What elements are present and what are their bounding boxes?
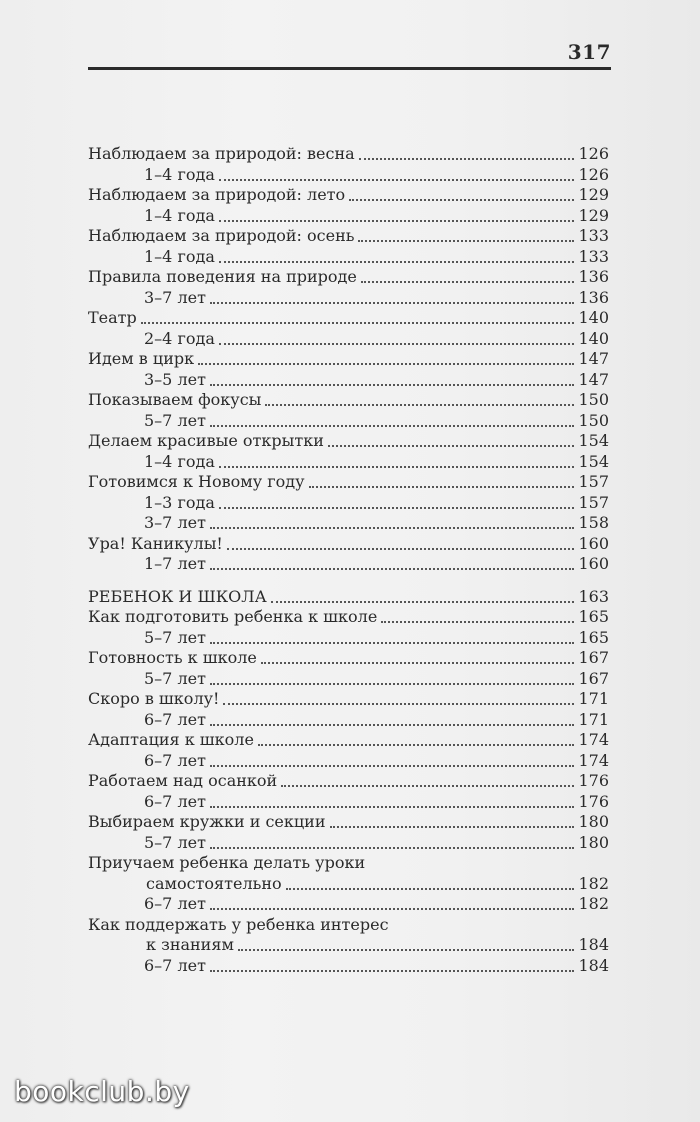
toc-entry (88, 431, 609, 452)
toc-entry (88, 607, 609, 628)
toc-subentry (88, 411, 609, 432)
toc-leader-dots (219, 179, 575, 181)
toc-section-heading (88, 587, 609, 608)
toc-entry (88, 648, 609, 669)
toc-entry-title: Наблюдаем за природой: лето (88, 185, 346, 204)
toc-page-number: 136 (578, 287, 609, 307)
toc-subentry (88, 554, 609, 575)
watermark-logo: bookclub.by (14, 1075, 190, 1108)
table-of-contents (88, 144, 609, 976)
toc-leader-dots (210, 806, 575, 808)
toc-page-number: 147 (578, 349, 609, 368)
toc-entry-title: 6–7 лет (144, 709, 206, 729)
toc-page-number: 176 (578, 791, 609, 811)
toc-entry-title: Скоро в школу! (88, 689, 220, 708)
toc-entry-title: Наблюдаем за природой: весна (88, 144, 355, 163)
toc-page-number: 140 (578, 328, 609, 348)
toc-leader-dots (265, 404, 574, 406)
toc-leader-dots (210, 908, 575, 910)
toc-subentry (88, 452, 609, 473)
toc-entry-title: Показываем фокусы (88, 390, 262, 409)
toc-page-number: 150 (578, 410, 609, 430)
toc-leader-dots (210, 527, 575, 529)
toc-page-number: 133 (578, 226, 609, 245)
toc-leader-dots (328, 445, 575, 447)
toc-page-number: 129 (578, 205, 609, 225)
toc-leader-dots (219, 466, 575, 468)
page-number: 317 (567, 40, 611, 64)
toc-entry-title: 1–4 года (144, 451, 215, 471)
toc-leader-dots (210, 425, 575, 427)
toc-entry (88, 730, 609, 751)
toc-subentry (88, 956, 609, 977)
toc-entry (88, 390, 609, 411)
toc-page-number: 158 (578, 513, 609, 532)
toc-subentry (88, 751, 609, 772)
toc-entry-title: 6–7 лет (144, 955, 206, 975)
toc-page-number: 165 (578, 627, 609, 647)
toc-entry (88, 812, 609, 833)
toc-entry-title: 1–3 года (144, 492, 215, 512)
toc-page-number: 182 (578, 873, 609, 893)
toc-leader-dots (359, 158, 575, 160)
toc-page-number: 171 (578, 689, 609, 708)
toc-page-number: 160 (578, 533, 609, 553)
toc-subentry (88, 669, 609, 690)
toc-entry-title: 1–4 года (144, 246, 215, 266)
toc-leader-dots (219, 507, 575, 509)
toc-leader-dots (261, 662, 575, 664)
section-gap (88, 575, 609, 587)
toc-page-number: 126 (578, 164, 609, 184)
toc-entry-title: Работаем над осанкой (88, 771, 278, 790)
toc-entry (88, 534, 609, 555)
toc-subentry (88, 288, 609, 309)
toc-leader-dots (258, 744, 575, 746)
toc-page-number: 174 (578, 730, 609, 749)
toc-subentry (88, 628, 609, 649)
toc-leader-dots (210, 765, 575, 767)
toc-leader-dots (309, 486, 575, 488)
toc-entry (88, 144, 609, 165)
toc-subentry (88, 165, 609, 186)
toc-leader-dots (271, 601, 575, 603)
toc-page-number: 184 (578, 955, 609, 975)
toc-section-title: РЕБЕНОК И ШКОЛА (88, 586, 267, 606)
toc-entry (88, 185, 609, 206)
toc-subentry (88, 513, 609, 534)
toc-leader-dots (210, 683, 575, 685)
toc-part-1 (88, 144, 609, 575)
toc-leader-dots (210, 847, 575, 849)
toc-leader-dots (210, 302, 575, 304)
toc-leader-dots (281, 785, 574, 787)
toc-entry-title: 1–4 года (144, 205, 215, 225)
toc-subentry (88, 206, 609, 227)
toc-entry (88, 267, 609, 288)
toc-subentry (88, 894, 609, 915)
toc-page-number: 126 (578, 144, 609, 163)
toc-page-number: 171 (578, 709, 609, 729)
toc-subentry (88, 833, 609, 854)
toc-entry-multiline-first: Как поддержать у ребенка интерес (88, 914, 389, 934)
toc-leader-dots (358, 240, 574, 242)
toc-entry-title: Выбираем кружки и секции (88, 812, 326, 831)
toc-page-number: 129 (578, 185, 609, 204)
toc-entry (88, 689, 609, 710)
toc-entry-multiline-first: Приучаем ребенка делать уроки (88, 853, 366, 872)
toc-entry (88, 771, 609, 792)
toc-page-number: 147 (578, 369, 609, 389)
toc-entry-title: 3–7 лет (144, 513, 206, 532)
toc-subentry (88, 370, 609, 391)
toc-entry (88, 226, 609, 247)
toc-entry-title: Делаем красивые открытки (88, 431, 324, 450)
toc-part-2 (88, 607, 609, 853)
toc-entry-title: Готовимся к Новому году (88, 472, 305, 491)
toc-leader-dots (286, 888, 575, 890)
toc-entry-title: 3–5 лет (144, 369, 206, 389)
toc-page-number: 167 (578, 668, 609, 688)
toc-leader-dots (210, 642, 575, 644)
toc-leader-dots (210, 568, 575, 570)
toc-subentry (88, 710, 609, 731)
header-rule (88, 67, 611, 70)
toc-entry-title: 5–7 лет (144, 832, 206, 852)
toc-page-number: 167 (578, 648, 609, 667)
toc-page-number: 133 (578, 246, 609, 266)
toc-leader-dots (330, 826, 575, 828)
toc-page-number: 150 (578, 390, 609, 409)
toc-entry-title: 5–7 лет (144, 627, 206, 647)
toc-leader-dots (238, 949, 575, 951)
toc-leader-dots (361, 281, 575, 283)
toc-entry-title: 1–7 лет (144, 554, 206, 573)
toc-page-number: 184 (578, 935, 609, 954)
toc-leader-dots (141, 322, 575, 324)
toc-page-number: 160 (578, 554, 609, 573)
toc-subentry (88, 247, 609, 268)
toc-entry-title: самостоятельно (146, 873, 282, 893)
toc-entry-title: Правила поведения на природе (88, 267, 357, 286)
toc-leader-dots (223, 703, 574, 705)
toc-leader-dots (210, 724, 575, 726)
toc-entry-title: 1–4 года (144, 164, 215, 184)
toc-page-number: 154 (578, 431, 609, 450)
toc-page-number: 182 (578, 894, 609, 913)
toc-page-number: 180 (578, 832, 609, 852)
toc-entry-title: Ура! Каникулы! (88, 533, 223, 553)
toc-page-number: 163 (578, 586, 609, 606)
toc-leader-dots (381, 621, 574, 623)
toc-entry (88, 308, 609, 329)
toc-page-number: 140 (578, 308, 609, 327)
toc-page-number: 165 (578, 607, 609, 626)
toc-entry-title: Готовность к школе (88, 648, 257, 667)
toc-entry-title: 6–7 лет (144, 750, 206, 770)
toc-subentry (88, 792, 609, 813)
toc-entry-title: Идем в цирк (88, 349, 195, 368)
toc-entry-title: 5–7 лет (144, 668, 206, 688)
toc-entry-title: Адаптация к школе (88, 730, 254, 749)
toc-page-number: 157 (578, 472, 609, 491)
toc-subentry (88, 493, 609, 514)
toc-page-number: 157 (578, 492, 609, 512)
toc-page-number: 176 (578, 771, 609, 790)
toc-entry-title: 6–7 лет (144, 791, 206, 811)
toc-entry-title: 6–7 лет (144, 894, 206, 913)
toc-subentry (88, 329, 609, 350)
toc-entry-title: Театр (88, 308, 137, 327)
toc-entry-title: к знаниям (146, 935, 234, 954)
toc-page-number: 174 (578, 750, 609, 770)
toc-entry-title: Как подготовить ребенка к школе (88, 607, 378, 626)
toc-entry (88, 349, 609, 370)
toc-leader-dots (210, 384, 575, 386)
toc-page-number: 180 (578, 812, 609, 831)
toc-leader-dots (219, 343, 575, 345)
toc-entry-title: 2–4 года (144, 328, 215, 348)
toc-leader-dots (198, 363, 574, 365)
toc-leader-dots (349, 199, 574, 201)
toc-page-number: 136 (578, 267, 609, 286)
toc-leader-dots (219, 220, 575, 222)
toc-entry-title: 3–7 лет (144, 287, 206, 307)
toc-entry-continuation (88, 874, 609, 895)
toc-leader-dots (219, 261, 575, 263)
toc-entry (88, 472, 609, 493)
toc-leader-dots (227, 548, 575, 550)
toc-entry-title: 5–7 лет (144, 410, 206, 430)
toc-entry-title: Наблюдаем за природой: осень (88, 226, 355, 245)
toc-entry-continuation (88, 935, 609, 956)
toc-leader-dots (210, 970, 575, 972)
toc-page-number: 154 (578, 451, 609, 471)
